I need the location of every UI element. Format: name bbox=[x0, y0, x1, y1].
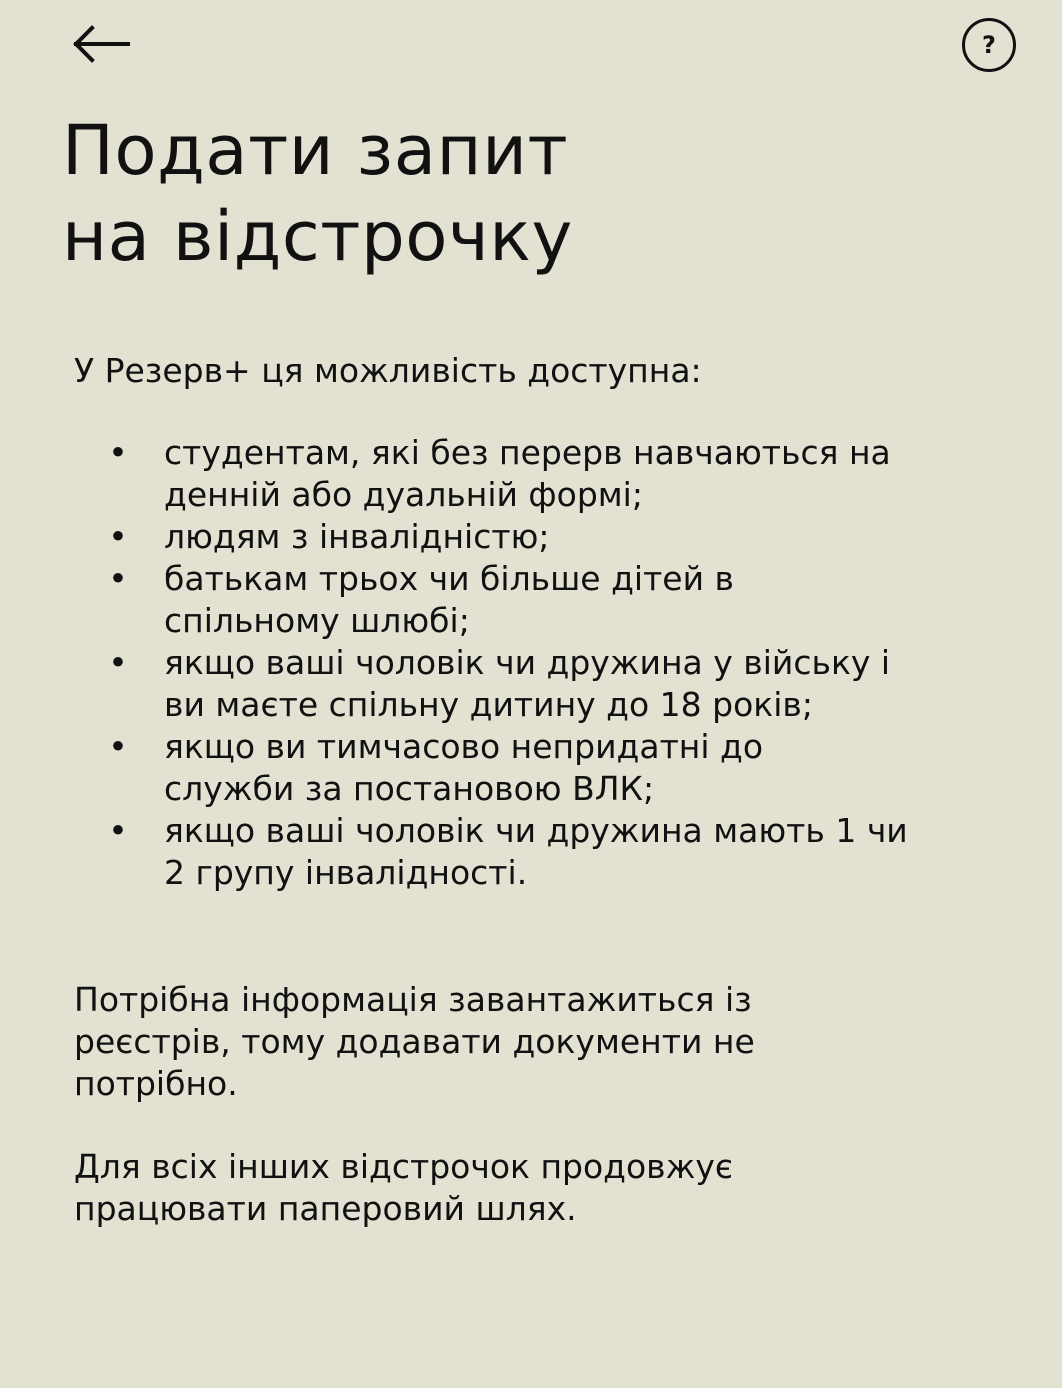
list-item-line-1: якщо ваші чоловік чи дружина у війську і bbox=[164, 643, 891, 682]
bullet: • bbox=[108, 811, 128, 850]
list-item-line-1: якщо ви тимчасово непридатні до bbox=[164, 727, 764, 766]
list-item bbox=[74, 642, 1014, 726]
list-item-line-1: якщо ваші чоловік чи дружина мають 1 чи bbox=[164, 811, 908, 850]
paragraph-line-2: працювати паперовий шлях. bbox=[74, 1189, 577, 1228]
paragraph-line-3: потрібно. bbox=[74, 1064, 238, 1103]
registry-info-paragraph bbox=[74, 979, 994, 1105]
paragraph-line-2: реєстрів, тому додавати документи не bbox=[74, 1022, 755, 1061]
bullet: • bbox=[108, 517, 128, 556]
bullet: • bbox=[108, 727, 128, 766]
page-title-line-1: Подати запит bbox=[62, 111, 569, 191]
list-item-line-1: студентам, які без перерв навчаються на bbox=[164, 433, 891, 472]
top-bar bbox=[0, 0, 1062, 100]
paragraph-line-1: Для всіх інших відстрочок продовжує bbox=[74, 1147, 733, 1186]
paper-path-paragraph bbox=[74, 1146, 994, 1230]
list-item-line-1: людям з інвалідністю; bbox=[164, 517, 550, 556]
bullet: • bbox=[108, 559, 128, 598]
intro-text: У Резерв+ ця можливість доступна: bbox=[74, 351, 702, 390]
list-item-line-2: денній або дуальній формі; bbox=[164, 475, 643, 514]
page-title bbox=[62, 108, 962, 280]
eligibility-list bbox=[74, 432, 1014, 894]
paragraph-line-1: Потрібна інформація завантажиться із bbox=[74, 980, 752, 1019]
list-item-line-1: батькам трьох чи більше дітей в bbox=[164, 559, 734, 598]
arrow-left-icon bbox=[68, 24, 132, 64]
list-item bbox=[74, 432, 1014, 516]
help-button[interactable] bbox=[962, 18, 1016, 72]
bullet: • bbox=[108, 643, 128, 682]
list-item bbox=[74, 726, 1014, 810]
list-item-line-2: спільному шлюбі; bbox=[164, 601, 470, 640]
bullet: • bbox=[108, 433, 128, 472]
list-item bbox=[74, 558, 1014, 642]
question-circle-icon: ? bbox=[982, 31, 996, 59]
list-item-line-2: ви маєте спільну дитину до 18 років; bbox=[164, 685, 813, 724]
list-item bbox=[74, 810, 1014, 894]
list-item-line-2: 2 групу інвалідності. bbox=[164, 853, 528, 892]
list-item bbox=[74, 516, 1014, 558]
back-button[interactable] bbox=[68, 14, 138, 74]
list-item-line-2: служби за постановою ВЛК; bbox=[164, 769, 655, 808]
page-title-line-2: на відстрочку bbox=[62, 197, 573, 277]
